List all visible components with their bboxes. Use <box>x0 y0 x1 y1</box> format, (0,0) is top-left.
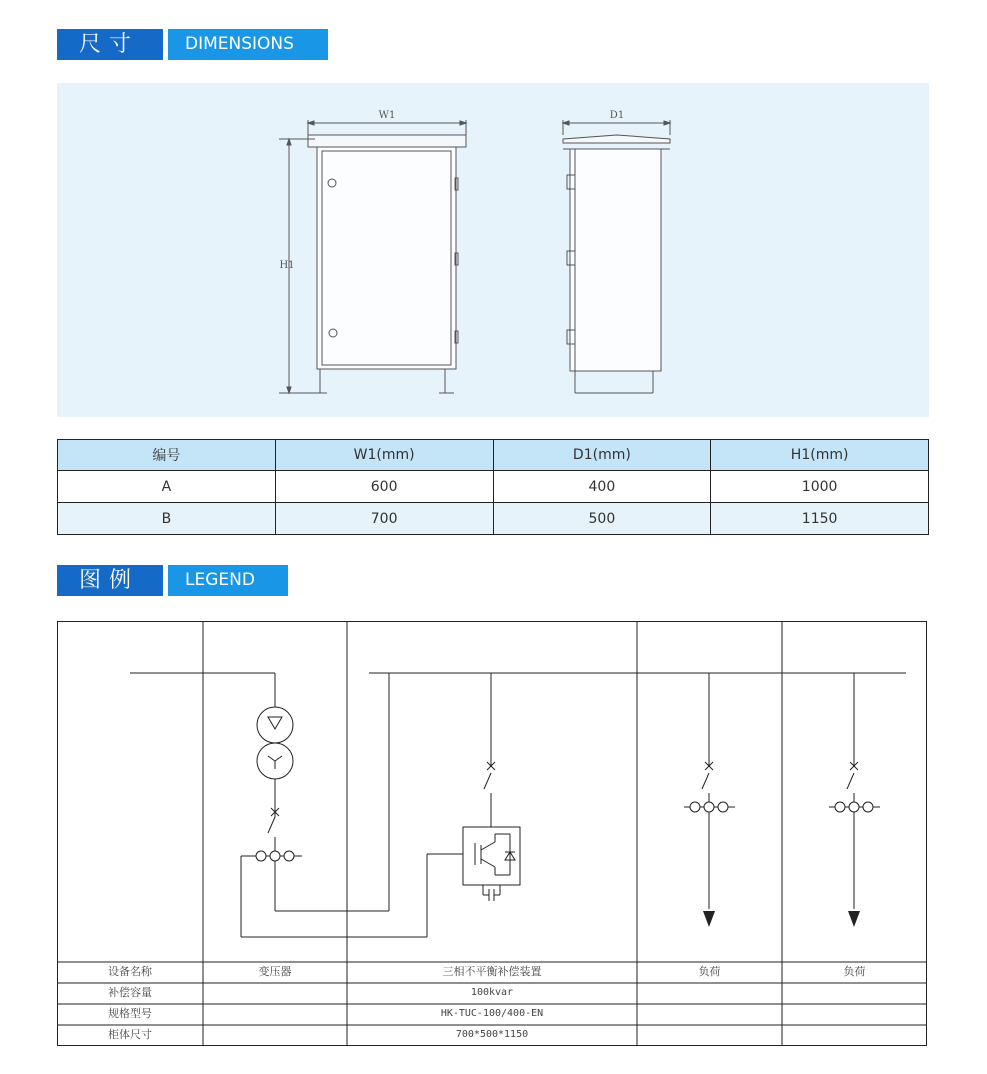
device-name-compensator: 三相不平衡补偿装置 <box>442 965 542 978</box>
d1-label: D1 <box>609 110 625 121</box>
device-name-load-2: 负荷 <box>843 965 866 978</box>
table-cell: 1000 <box>711 471 929 503</box>
header-cell: H1(mm) <box>711 440 929 471</box>
dimensions-title-en: DIMENSIONS <box>168 29 328 60</box>
table-row <box>58 471 929 503</box>
row-label-size: 柜体尺寸 <box>108 1028 152 1041</box>
size-value: 700*500*1150 <box>455 1029 529 1040</box>
model-value: HK-TUC-100/400-EN <box>440 1008 544 1019</box>
table-cell: 1150 <box>711 503 929 535</box>
header-cell: D1(mm) <box>493 440 711 471</box>
legend-diagram <box>57 621 927 1046</box>
capacity-value: 100kvar <box>470 987 514 998</box>
table-row <box>58 503 929 535</box>
dimension-drawing-panel <box>57 83 929 417</box>
dimensions-title-cn: 尺寸 <box>57 29 163 60</box>
header-cell: W1(mm) <box>275 440 493 471</box>
table-cell: 600 <box>275 471 493 503</box>
row-label-model: 规格型号 <box>108 1007 152 1020</box>
table-cell: 400 <box>493 471 711 503</box>
table-cell: B <box>58 503 276 535</box>
cabinet-drawing <box>57 83 929 417</box>
table-cell: 700 <box>275 503 493 535</box>
device-name-load-1: 负荷 <box>698 965 721 978</box>
legend-title-en: LEGEND <box>168 565 288 596</box>
side-view <box>563 120 670 393</box>
row-label-capacity: 补偿容量 <box>108 986 152 999</box>
dimensions-header <box>57 29 328 60</box>
front-view <box>279 120 466 393</box>
w1-label: W1 <box>378 110 396 121</box>
table-cell: 500 <box>493 503 711 535</box>
row-label-device-name: 设备名称 <box>108 965 152 978</box>
h1-label: H1 <box>279 260 295 271</box>
legend-header <box>57 565 288 596</box>
dimensions-table <box>57 439 929 535</box>
header-cell: 编号 <box>58 440 276 471</box>
legend-title-cn: 图例 <box>57 565 163 596</box>
table-cell: A <box>58 471 276 503</box>
device-name-transformer: 变压器 <box>258 965 292 978</box>
table-header-row <box>58 440 929 471</box>
